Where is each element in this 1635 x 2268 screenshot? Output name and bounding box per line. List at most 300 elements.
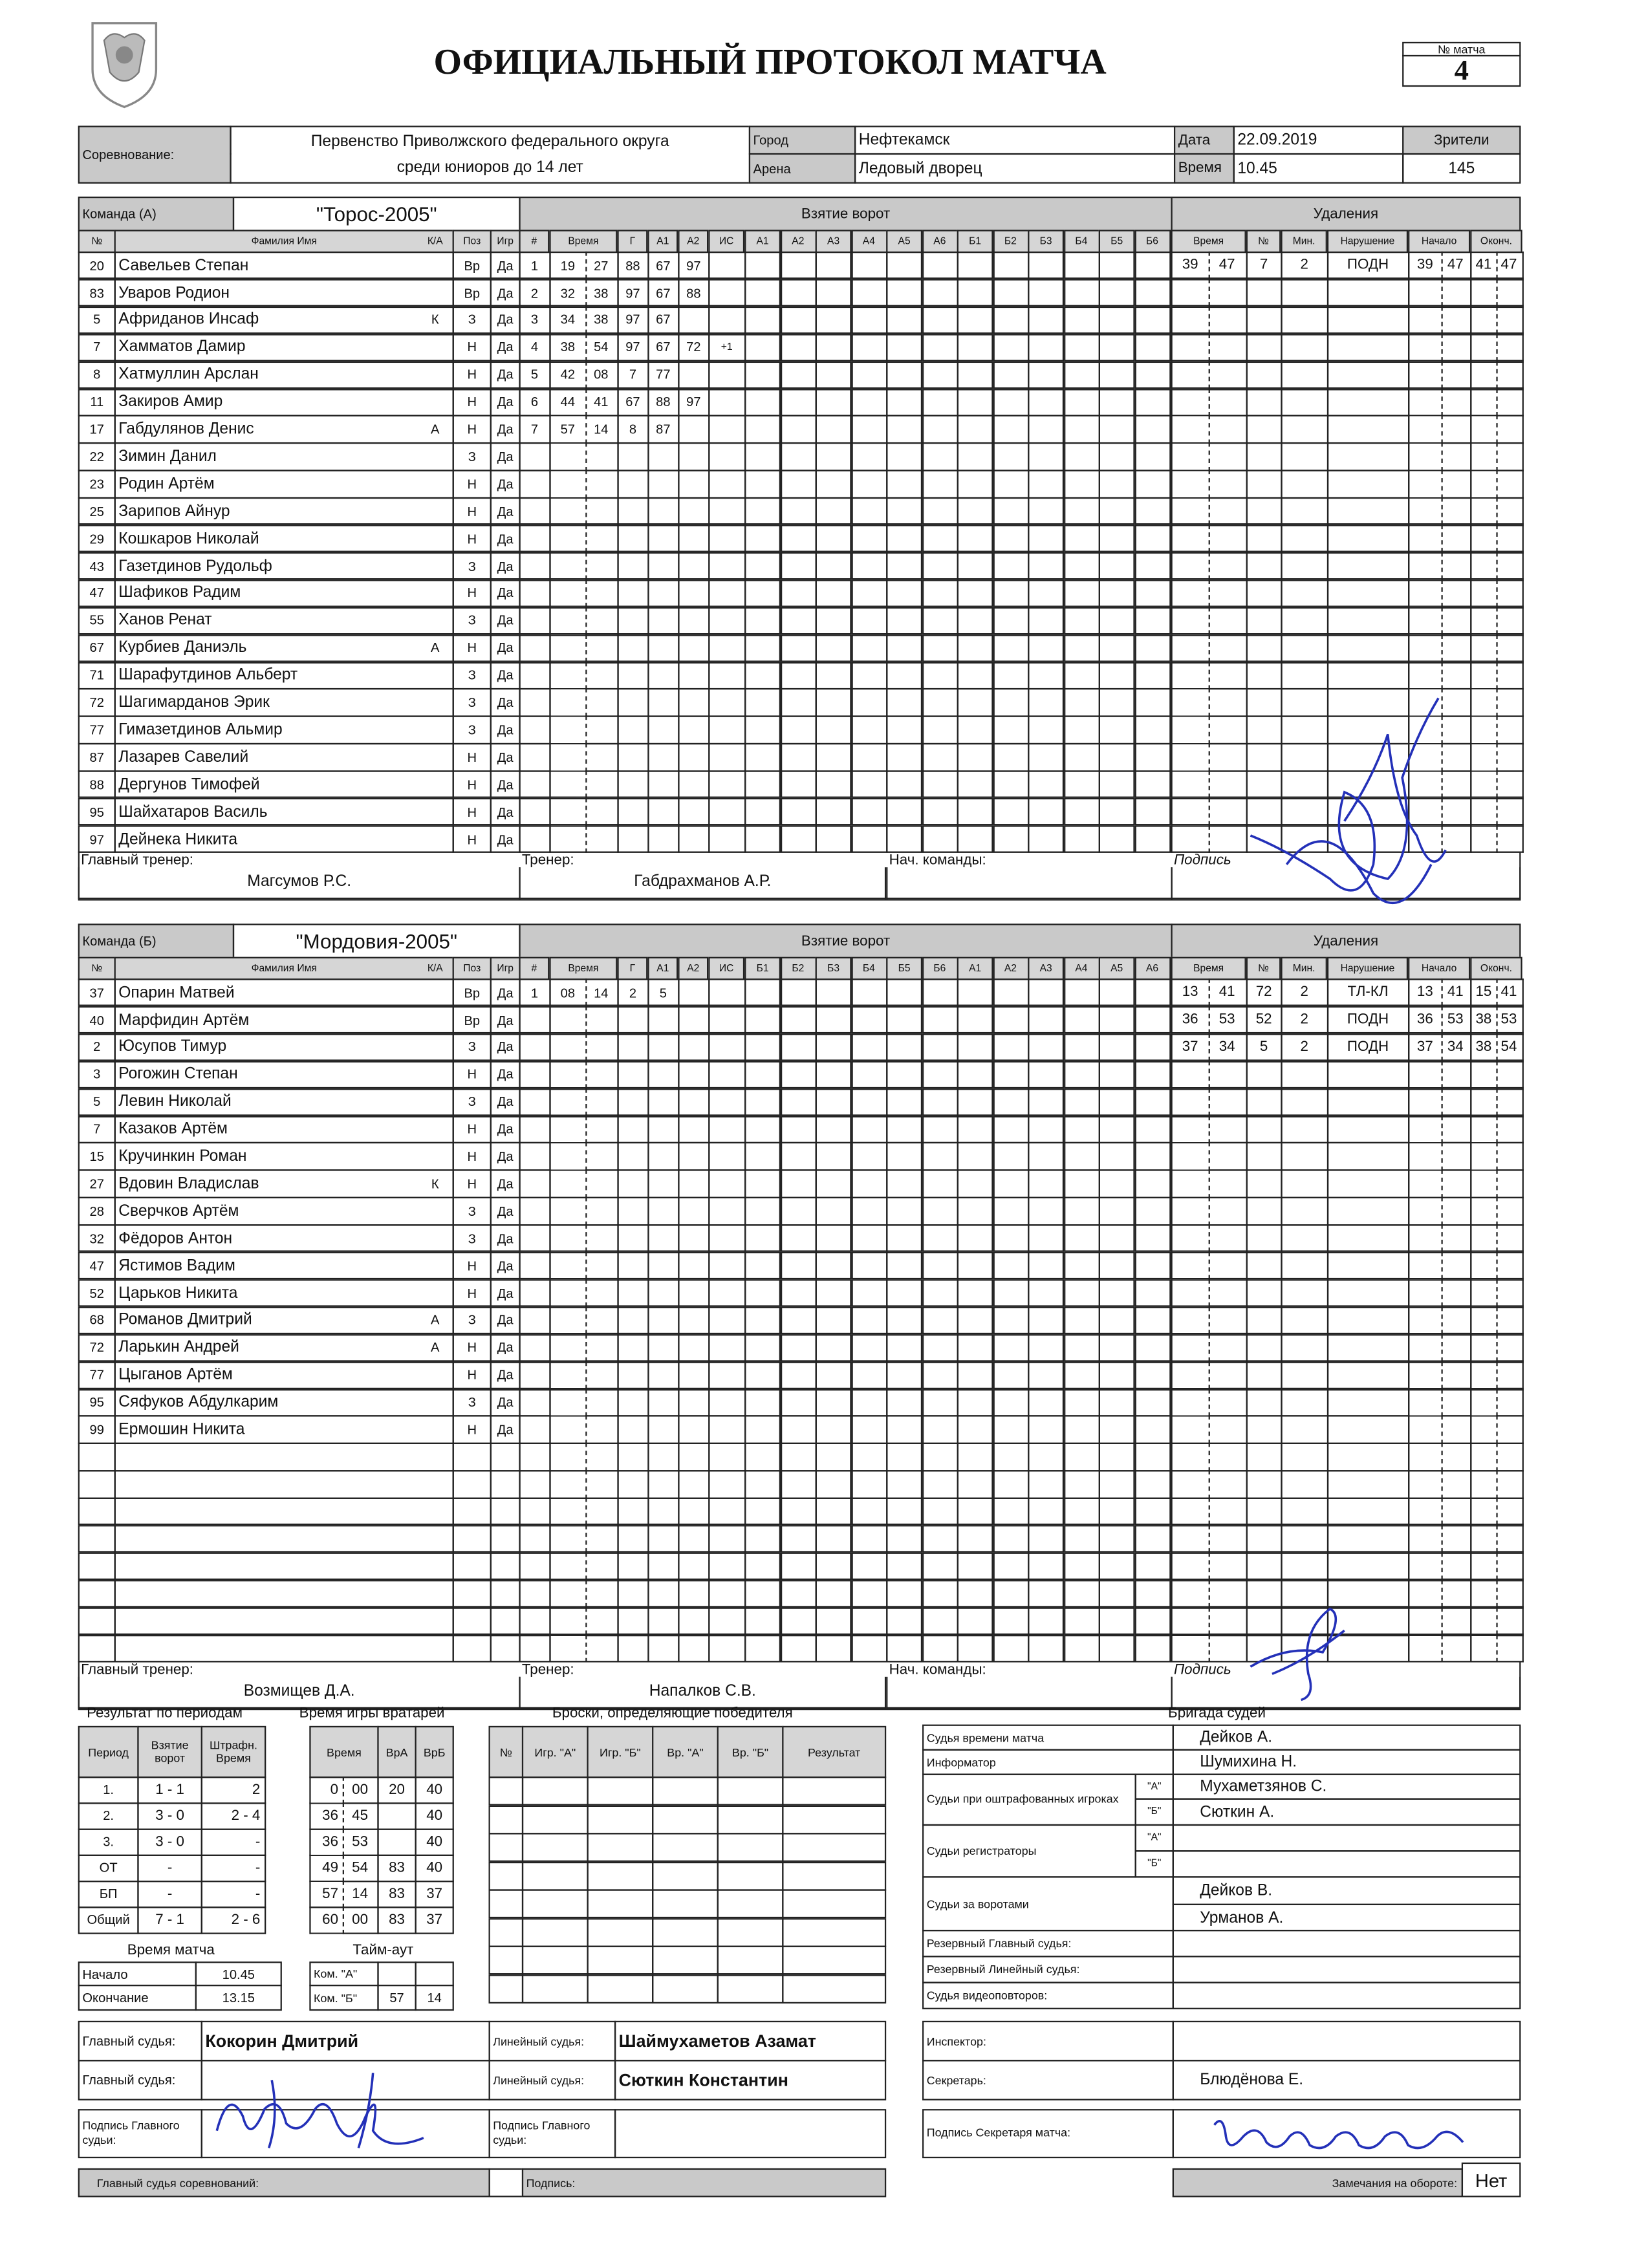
penalty-sm [1408,470,1442,498]
inspector [1173,2021,1521,2062]
on-ice-cell [992,524,1028,552]
goalie-b: 40 [415,1829,454,1855]
penalty-s: 47 [1209,252,1247,279]
on-ice-cell [850,1224,887,1252]
penalty-sm [1408,1580,1442,1608]
penalty-em [1470,361,1497,389]
on-ice-cell [886,252,922,279]
player-name [114,1525,454,1553]
coach: Напалков С.В. [519,1676,886,1708]
penalty-s [1209,1361,1247,1389]
goalie-time-sec: 00 [343,1906,379,1933]
penalty-m: 13 [1171,978,1209,1006]
col-header: А2 [780,230,816,253]
on-ice-cell [744,334,781,362]
shootout-cell [488,1917,523,1947]
shootout-cell [587,1805,653,1834]
on-ice-cell [744,1088,781,1116]
goal-s [585,1224,618,1252]
goal-is [708,1061,745,1088]
on-ice-cell [922,1525,958,1553]
on-ice-cell [886,361,922,389]
match-end-label: Окончание [78,1985,197,2011]
period-header: Период [78,1726,139,1778]
on-ice-cell [1063,1525,1099,1553]
penalty-num [1246,1197,1282,1225]
on-ice-cell [886,1388,922,1416]
penalty-ss [1441,1552,1471,1580]
penalty-m [1171,1525,1209,1553]
on-ice-cell [816,1607,852,1635]
penalty-ss [1441,1252,1471,1280]
on-ice-cell [1134,579,1171,607]
penalty-min: 2 [1281,978,1328,1006]
col-header: Время [1171,957,1246,980]
on-ice-cell [1134,470,1171,498]
penalty-sm [1408,662,1442,689]
player-captaincy [419,471,451,496]
player-played [490,1471,521,1498]
player-played: Да [490,1170,521,1198]
goal-is [708,1143,745,1171]
on-ice-cell [1099,1361,1135,1389]
on-ice-cell [922,716,958,744]
on-ice-cell [886,497,922,525]
on-ice-cell [1028,1061,1064,1088]
on-ice-cell [1063,1143,1099,1171]
goal-a2 [678,524,709,552]
player-captaincy [419,526,451,551]
on-ice-cell [1028,743,1064,771]
col-header: Б3 [816,957,852,980]
goal-m [549,743,586,771]
penalty-m [1171,552,1209,580]
on-ice-cell [850,1361,887,1389]
on-ice-cell [886,443,922,471]
player-played: Да [490,388,521,416]
on-ice-cell [850,415,887,443]
on-ice-cell [957,634,993,662]
penalty-es [1496,1334,1522,1361]
on-ice-cell [922,607,958,634]
penalty-s [1209,1525,1247,1553]
on-ice-cell [850,798,887,826]
on-ice-cell [1063,524,1099,552]
player-captaincy [419,581,451,605]
goal-n [519,743,550,771]
shootout-cell [587,1917,653,1947]
goal-s: 14 [585,978,618,1006]
secretary-signature [1209,2110,1469,2159]
goal-m: 19 [549,252,586,279]
penalty-viol: ПОДН [1327,252,1409,279]
player-name: Ястимов Вадим [114,1252,454,1280]
on-ice-cell [886,1252,922,1280]
goal-m [549,1306,586,1334]
player-number: 47 [78,579,116,607]
on-ice-cell [744,1525,781,1553]
player-position [453,1525,492,1553]
penalty-min [1281,1416,1328,1443]
shootout-header: Игр. "Б" [587,1726,653,1778]
goalie-a: 83 [377,1906,416,1933]
penalty-min [1281,1552,1328,1580]
on-ice-cell [886,1143,922,1171]
on-ice-cell [850,1033,887,1061]
goalie-b: 37 [415,1906,454,1933]
penalty-em [1470,1306,1497,1334]
penalty-em [1470,524,1497,552]
goal-judge-1: Дейков В. [1173,1876,1521,1905]
player-played: Да [490,1361,521,1389]
on-ice-cell [992,1416,1028,1443]
head-coach-label: Главный тренер: [81,1661,193,1678]
col-header: А4 [850,230,887,253]
col-header: А5 [1099,957,1135,980]
coach-signature-b [1243,1602,1359,1703]
on-ice-cell [780,361,816,389]
player-played: Да [490,771,521,799]
penalty-s [1209,743,1247,771]
on-ice-cell [1099,1197,1135,1225]
penalty-m [1171,306,1209,334]
player-played: Да [490,1033,521,1061]
penalty-s [1209,306,1247,334]
goal-s [585,1306,618,1334]
penalty-sm [1408,1061,1442,1088]
on-ice-cell [1134,1143,1171,1171]
on-ice-cell [922,1416,958,1443]
on-ice-cell [1028,361,1064,389]
goal-a2 [678,1252,709,1280]
on-ice-cell [780,1552,816,1580]
shootout-cell [652,1777,719,1806]
on-ice-cell [922,825,958,853]
player-played [490,1443,521,1471]
goal-m: 32 [549,279,586,307]
goal-a2 [678,716,709,744]
on-ice-cell [957,361,993,389]
penalty-min [1281,1279,1328,1307]
penalty-viol [1327,1306,1409,1334]
on-ice-cell [780,470,816,498]
player-position [453,1634,492,1662]
on-ice-cell [1099,825,1135,853]
goal-is [708,771,745,799]
player-position: Н [453,771,492,799]
on-ice-cell [1063,279,1099,307]
goal-s [585,1416,618,1443]
on-ice-cell [1028,607,1064,634]
shootout-cell [522,1974,589,2003]
penalty-m: 36 [1171,1006,1209,1033]
penalty-es [1496,689,1522,717]
penalty-em [1470,552,1497,580]
on-ice-cell [922,552,958,580]
player-number: 7 [78,1115,116,1143]
goal-is [708,1115,745,1143]
on-ice-cell [850,1279,887,1307]
goalie-time-sec: 45 [343,1802,379,1829]
player-name: Гимазетдинов Альмир [114,716,454,744]
goal-a2 [678,689,709,717]
player-number [78,1634,116,1662]
on-ice-cell [744,1334,781,1361]
on-ice-cell [886,388,922,416]
on-ice-cell [780,634,816,662]
goal-s [585,1580,618,1608]
on-ice-cell [780,1033,816,1061]
goal-n [519,1607,550,1635]
player-played [490,1552,521,1580]
penalty-num [1246,662,1282,689]
penalty-viol [1327,1388,1409,1416]
col-header: Б5 [1099,230,1135,253]
player-position: З [453,1033,492,1061]
on-ice-cell [1134,1525,1171,1553]
on-ice-cell [992,1006,1028,1033]
goal-n [519,1306,550,1334]
on-ice-cell [922,252,958,279]
on-ice-cell [886,1498,922,1526]
goal-a1 [647,1224,678,1252]
goal-a2 [678,607,709,634]
goalie-b: 40 [415,1777,454,1803]
match-time-title: Время матча [127,1943,215,1959]
penalty-es [1496,470,1522,498]
penalty-ss: 53 [1441,1006,1471,1033]
penalty-num [1246,1471,1282,1498]
player-position [453,1607,492,1635]
goal-g: 2 [617,978,648,1006]
goal-a1 [647,497,678,525]
spectators-label: Зрители [1402,125,1521,155]
on-ice-cell [744,524,781,552]
goal-m [549,634,586,662]
penalty-viol: ПОДН [1327,1006,1409,1033]
on-ice-cell [1063,252,1099,279]
on-ice-cell [992,279,1028,307]
goal-g: 67 [617,388,648,416]
penalty-es [1496,1170,1522,1198]
on-ice-cell [816,279,852,307]
reserve-line [1173,1956,1521,1983]
player-name: Африданов Инсаф [114,306,454,334]
on-ice-cell [1028,279,1064,307]
on-ice-cell [957,1170,993,1198]
player-name: Рогожин Степан [114,1061,454,1088]
goal-n [519,1498,550,1526]
penalty-m [1171,1252,1209,1280]
on-ice-cell [886,1361,922,1389]
on-ice-cell [780,279,816,307]
on-ice-cell [1099,978,1135,1006]
on-ice-cell [992,716,1028,744]
on-ice-cell [850,978,887,1006]
player-number [78,1498,116,1526]
on-ice-cell [1099,579,1135,607]
on-ice-cell [886,1279,922,1307]
main-referee-1: Кокорин Дмитрий [201,2021,490,2062]
penalty-es [1496,1471,1522,1498]
player-played: Да [490,306,521,334]
goal-a2 [678,1224,709,1252]
player-name: Шагимарданов Эрик [114,689,454,717]
player-position: Н [453,1252,492,1280]
on-ice-cell [744,1306,781,1334]
goal-n [519,689,550,717]
player-played: Да [490,552,521,580]
penalty-sm [1408,524,1442,552]
on-ice-cell [992,1498,1028,1526]
on-ice-cell [744,579,781,607]
penalty-min [1281,1334,1328,1361]
penalty-viol [1327,1061,1409,1088]
player-number [78,1525,116,1553]
penalty-sm [1408,607,1442,634]
on-ice-cell [1099,497,1135,525]
on-ice-cell [816,1006,852,1033]
col-header: Игр [490,957,521,980]
goal-m [549,825,586,853]
shootout-cell [587,1777,653,1806]
penalty-ss [1441,524,1471,552]
penalty-s: 41 [1209,978,1247,1006]
goal-m: 34 [549,306,586,334]
penalty-sm [1408,1252,1442,1280]
on-ice-cell [1028,470,1064,498]
penalty-min: 2 [1281,252,1328,279]
main-referee-signature [214,2073,431,2157]
penalty-viol [1327,388,1409,416]
goal-m [549,1115,586,1143]
on-ice-cell [1028,1525,1064,1553]
player-position: Н [453,1115,492,1143]
penalty-s [1209,1580,1247,1608]
shootout-header: Игр. "А" [522,1726,589,1778]
penalty-em: 41 [1470,252,1497,279]
penalty-es [1496,1607,1522,1635]
on-ice-cell [1063,1088,1099,1116]
team-label: Команда (А) [78,197,234,232]
player-number: 71 [78,662,116,689]
line-referee-label: Линейный судья: [488,2021,616,2062]
penalty-ss [1441,1224,1471,1252]
on-ice-cell [1134,334,1171,362]
penalty-sm [1408,552,1442,580]
on-ice-cell [1063,1580,1099,1608]
on-ice-cell [816,1224,852,1252]
on-ice-cell [992,1552,1028,1580]
player-name: Хатмуллин Арслан [114,361,454,389]
goal-a1: 67 [647,279,678,307]
goal-g [617,1498,648,1526]
penalty-em [1470,1416,1497,1443]
goal-n [519,1634,550,1662]
player-name [114,1607,454,1635]
goal-a2 [678,1525,709,1553]
on-ice-cell [850,497,887,525]
on-ice-cell [744,743,781,771]
on-ice-cell [850,634,887,662]
penalty-num [1246,334,1282,362]
on-ice-cell [957,1498,993,1526]
on-ice-cell [780,716,816,744]
col-header: А1 [744,230,781,253]
shootout-cell [652,1861,719,1890]
goal-a1 [647,470,678,498]
penalty-m [1171,1115,1209,1143]
goal-m [549,1361,586,1389]
goal-g [617,798,648,826]
on-ice-cell [1099,1443,1135,1471]
on-ice-cell [1063,1006,1099,1033]
start-time: 10.45 [1233,153,1404,184]
col-header: ИС [708,957,744,980]
player-played: Да [490,716,521,744]
document-title: ОФИЦИАЛЬНЫЙ ПРОТОКОЛ МАТЧА [433,43,1107,83]
player-position: Вр [453,252,492,279]
on-ice-cell [1099,415,1135,443]
col-header: Нарушение [1327,230,1408,253]
goal-a2 [678,443,709,471]
goal-s [585,1006,618,1033]
penalty-m [1171,1197,1209,1225]
team-name: "Мордовия-2005" [233,923,521,958]
on-ice-cell [957,1252,993,1280]
on-ice-cell [886,1580,922,1608]
on-ice-cell [886,689,922,717]
penalty-s [1209,415,1247,443]
goal-s: 08 [585,361,618,389]
player-captaincy [419,1280,451,1305]
penalty-sm: 39 [1408,252,1442,279]
col-header: Б1 [744,957,781,980]
penalty-em [1470,1170,1497,1198]
penalty-em [1470,1525,1497,1553]
goal-s [585,1498,618,1526]
col-header: Начало [1408,957,1470,980]
on-ice-cell [922,361,958,389]
on-ice-cell [1063,607,1099,634]
penalty-sm [1408,1552,1442,1580]
on-ice-cell [1099,607,1135,634]
period-goals: 7 - 1 [137,1906,202,1933]
recorder-b-tag: "Б" [1135,1850,1174,1877]
on-ice-cell [850,1061,887,1088]
penalty-s [1209,634,1247,662]
on-ice-cell [1134,825,1171,853]
penalty-viol [1327,634,1409,662]
player-played: Да [490,470,521,498]
penalty-es [1496,497,1522,525]
goal-is [708,607,745,634]
col-header: А4 [1063,957,1099,980]
goal-is [708,1443,745,1471]
on-ice-cell [780,607,816,634]
on-ice-cell [744,1443,781,1471]
penalty-m [1171,798,1209,826]
on-ice-cell [1028,306,1064,334]
col-header: Игр [490,230,521,253]
on-ice-cell [1134,1088,1171,1116]
city: Нефтекамск [854,125,1175,155]
on-ice-cell [957,497,993,525]
goal-is: +1 [708,334,745,362]
penalty-viol: ТЛ-КЛ [1327,978,1409,1006]
goal-a1 [647,1006,678,1033]
player-number: 55 [78,607,116,634]
